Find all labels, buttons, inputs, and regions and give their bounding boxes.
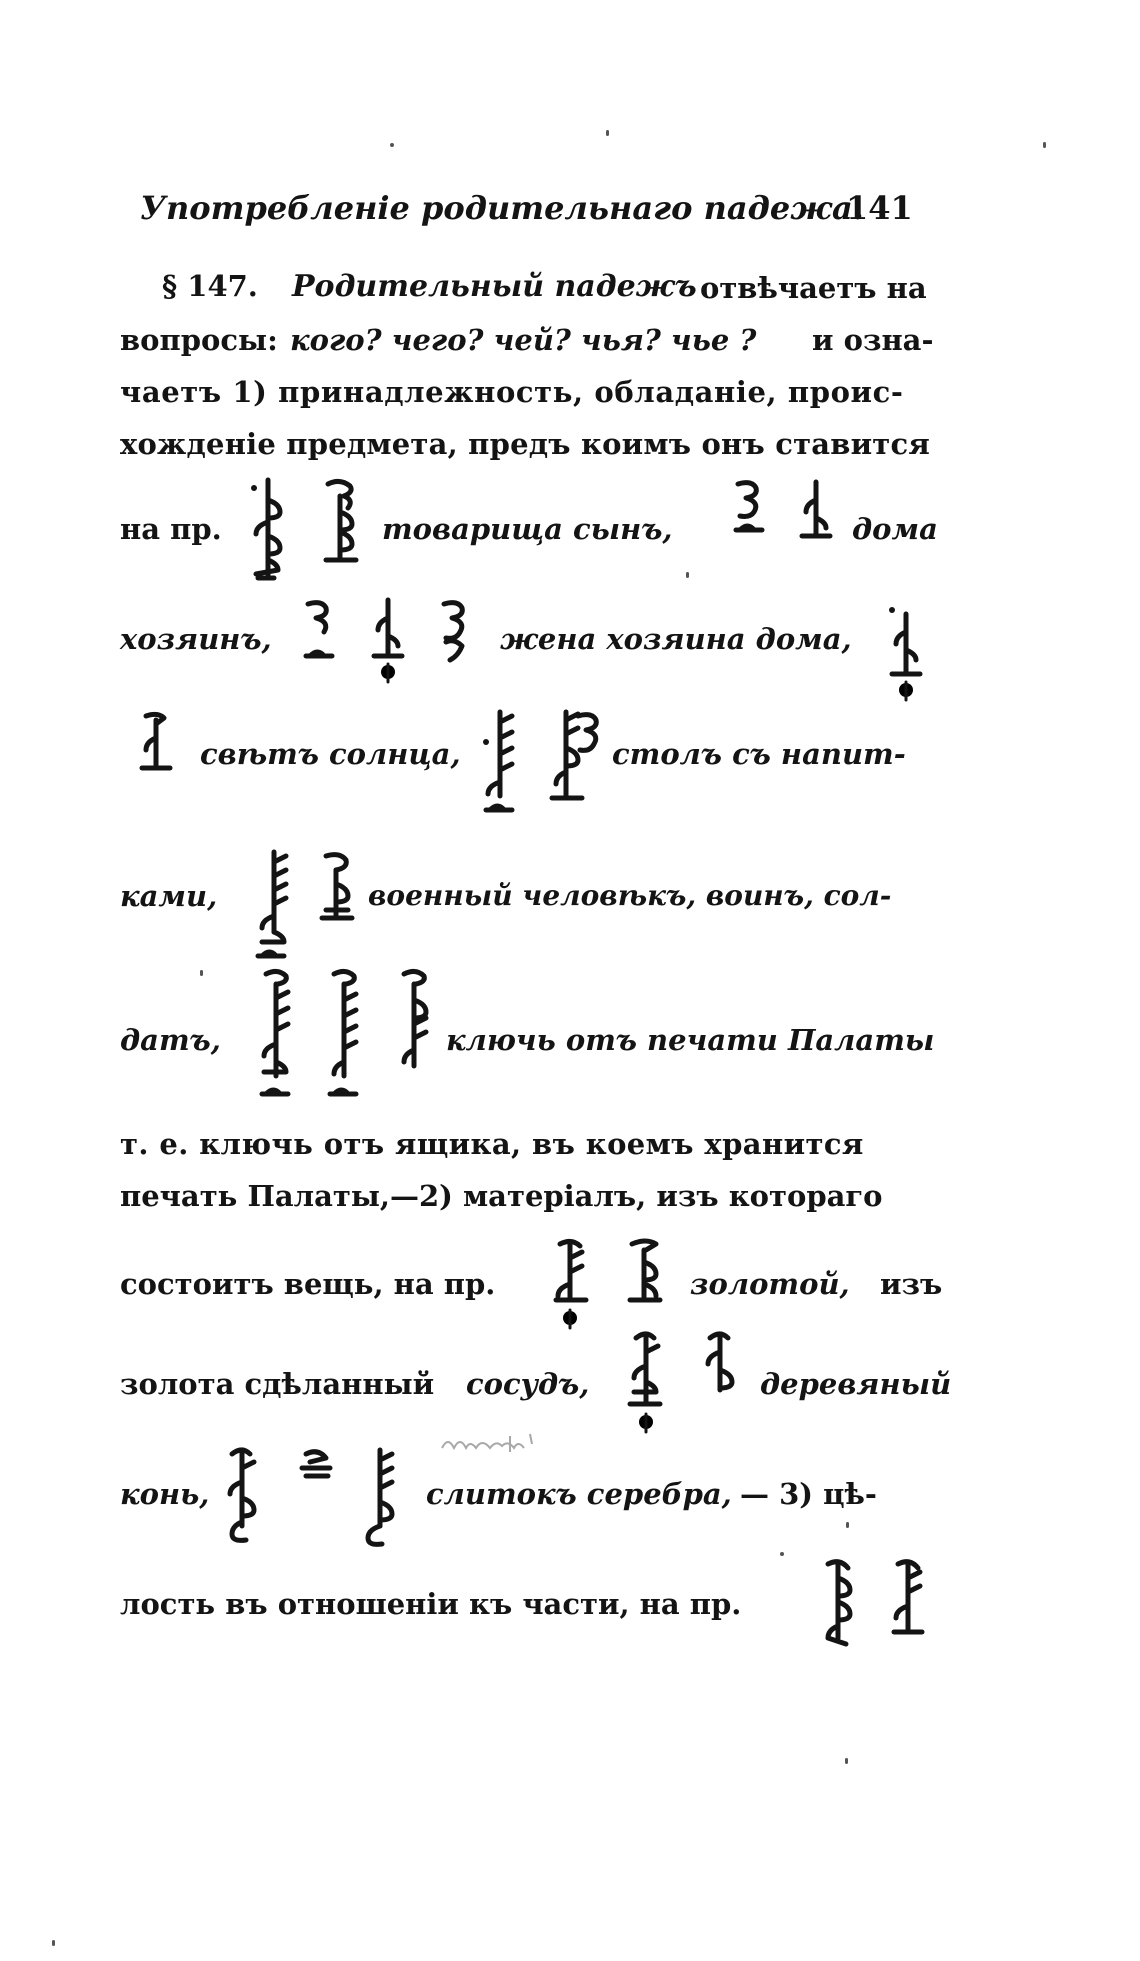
mongolian-word-6 — [370, 596, 406, 686]
mongolian-word-8 — [886, 604, 922, 704]
question-words: кого? чего? чей? чья? чье ? — [290, 323, 757, 357]
mongolian-word-9 — [138, 710, 174, 782]
mongolian-word-4 — [798, 478, 834, 550]
term-genitive: Родительный падежъ — [292, 269, 697, 304]
example-golden: золотой, — [690, 1267, 850, 1301]
text-line-14-end: — 3) цѣ- — [740, 1477, 877, 1511]
text-line-13-start: золота сдѣланный — [120, 1367, 435, 1401]
text-line-10: т. е. ключь отъ ящика, въ коемъ хранится — [120, 1127, 864, 1161]
example-master: хозяинъ, — [120, 622, 272, 656]
print-speck — [390, 143, 394, 147]
mongolian-word-16 — [326, 966, 364, 1106]
print-speck — [780, 1552, 784, 1556]
mongolian-word-20 — [626, 1330, 666, 1440]
text-line-4: хожденіе предмета, предъ коимъ онъ ставится — [120, 427, 930, 461]
mongolian-word-7 — [436, 596, 472, 676]
print-speck — [845, 1758, 848, 1764]
print-speck — [52, 1940, 55, 1946]
print-speck — [846, 1522, 849, 1528]
example-house: дома — [852, 512, 938, 546]
page-number: 141 — [846, 189, 913, 227]
section-number: § 147. — [162, 269, 258, 303]
mongolian-word-13 — [254, 848, 294, 968]
mongolian-word-12 — [572, 708, 606, 788]
text-line-11: печать Палаты,—2) матеріалъ, изъ котораго — [120, 1179, 883, 1213]
example-sunlight: свѣтъ солнца, — [200, 737, 461, 771]
example-drinks-end: ками, — [120, 879, 218, 913]
text-line-1-end: отвѣчаетъ на — [700, 271, 927, 305]
text-line-2-end: и озна- — [812, 323, 934, 357]
mongolian-word-23 — [296, 1446, 336, 1486]
mongolian-word-25 — [818, 1556, 858, 1666]
mongolian-word-21 — [700, 1330, 740, 1410]
example-military-man: военный человѣкъ, воинъ, сол- — [368, 879, 892, 912]
example-key-of-seal: ключь отъ печати Палаты — [446, 1023, 935, 1057]
text-line-2-start: вопросы: — [120, 323, 278, 357]
text-line-15: лость въ отношеніи къ части, на пр. — [120, 1587, 742, 1621]
pencil-scribble-mark — [440, 1432, 550, 1460]
mongolian-word-18 — [552, 1236, 590, 1336]
mongolian-word-24 — [360, 1446, 400, 1556]
text-line-3: чаетъ 1) принадлежность, обладаніе, проис- — [120, 375, 904, 409]
example-soldier-end: датъ, — [120, 1023, 221, 1057]
mongolian-word-5 — [300, 596, 336, 676]
running-title: Употребленіе родительнаго падежа. — [140, 189, 864, 227]
example-table-with-drinks: столъ съ напит- — [612, 737, 906, 771]
mongolian-word-26 — [888, 1556, 928, 1656]
text-line-5-start: на пр. — [120, 512, 222, 546]
print-speck — [686, 572, 689, 578]
print-speck — [606, 130, 609, 136]
example-wooden: деревяный — [760, 1367, 952, 1401]
mongolian-word-3 — [730, 478, 766, 548]
mongolian-word-14 — [318, 848, 358, 928]
example-horse: конь, — [120, 1477, 210, 1511]
mongolian-word-2 — [322, 476, 360, 566]
text-line-12-start: состоитъ вещь, на пр. — [120, 1267, 496, 1301]
example-comrade-son: товарища сынъ, — [382, 512, 673, 546]
text-line-12-end: изъ — [880, 1267, 943, 1301]
mongolian-word-17 — [396, 966, 436, 1076]
mongolian-word-10 — [482, 708, 518, 826]
print-speck — [1043, 142, 1046, 148]
mongolian-word-19 — [626, 1236, 664, 1316]
example-vessel: сосудъ, — [466, 1367, 590, 1401]
mongolian-word-1 — [250, 478, 286, 588]
example-wife-of-master: жена хозяина дома, — [500, 622, 852, 656]
print-speck — [200, 970, 203, 976]
example-silver-ingot: слитокъ серебра, — [426, 1477, 732, 1511]
mongolian-word-15 — [258, 966, 296, 1106]
mongolian-word-22 — [222, 1446, 262, 1566]
